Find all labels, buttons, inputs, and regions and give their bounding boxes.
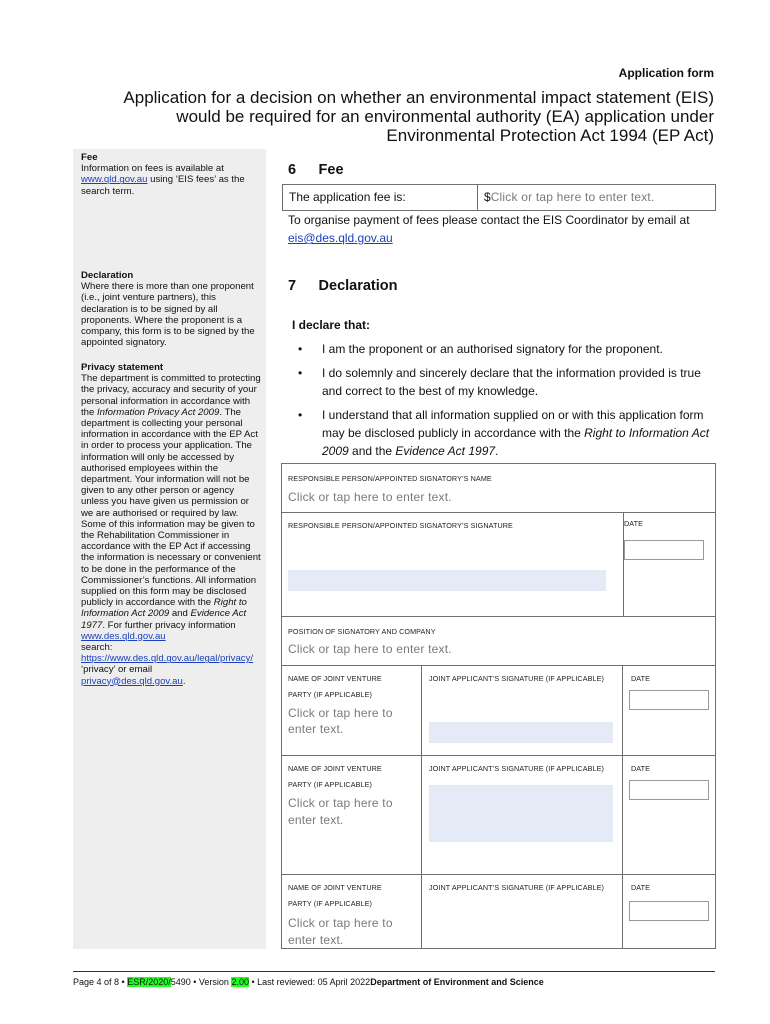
joint-name-input[interactable]: Click or tap here to — [288, 796, 393, 810]
joint-name-label: NAME OF JOINT VENTURE — [288, 883, 382, 892]
form-type-label: Application form — [618, 66, 714, 80]
privacy-text: and — [169, 608, 191, 620]
declaration-item-text: . — [495, 444, 499, 458]
privacy-text: ‘privacy’ or email — [81, 664, 153, 676]
joint-signature-field[interactable] — [429, 722, 613, 743]
eis-email-link[interactable]: eis@des.qld.gov.au — [288, 231, 393, 245]
section-7-number: 7 — [288, 278, 297, 294]
signatory-signature-cell — [281, 512, 624, 617]
payment-text: To organise payment of fees please contact the EIS Coordinator by email at — [288, 213, 690, 227]
declaration-intro: I declare that: — [292, 318, 371, 332]
joint-name-input[interactable]: Click or tap here to — [288, 916, 393, 930]
joint-name-cell — [281, 665, 422, 756]
joint-signature-label: JOINT APPLICANT’S SIGNATURE (IF APPLICABLE) — [429, 764, 604, 773]
qld-gov-link[interactable]: www.qld.gov.au — [81, 174, 148, 186]
fee-label-cell — [282, 184, 478, 211]
joint-signature-label: JOINT APPLICANT’S SIGNATURE (IF APPLICABLE) — [429, 674, 604, 683]
declaration-item — [290, 406, 716, 460]
footer-reviewed: • Last reviewed: 05 April 2022 — [248, 977, 371, 987]
footer-page: Page 4 of 8 • — [73, 977, 128, 987]
joint-name-label: NAME OF JOINT VENTURE — [288, 764, 382, 773]
joint-date-cell — [622, 874, 716, 949]
privacy-text: The department is committed to protecting the privacy, accuracy and security of your personal information in accordance with the — [81, 373, 261, 418]
footer-divider — [73, 971, 715, 972]
declaration-item — [290, 364, 716, 400]
declaration-item-text: I do solemnly and sincerely declare that the information provided is true and correct to the best of my knowledge. — [322, 366, 701, 398]
sidebar-fee-note — [81, 152, 263, 197]
sidebar-fee-text: Information on fees is available at — [81, 163, 224, 175]
footer-department: Department of Environment and Science — [370, 977, 544, 987]
privacy-email-link[interactable]: privacy@des.qld.gov.au — [81, 675, 183, 687]
page-title — [54, 88, 714, 145]
rti-act-name: Right to Information Act 2009 — [322, 426, 710, 458]
title-line-2: would be required for an environmental authority (EA) application under — [176, 107, 714, 126]
signatory-name-input[interactable]: Click or tap here to enter text. — [288, 490, 452, 504]
joint-date-label: DATE — [631, 764, 651, 773]
joint-name-input-line-2: enter text. — [288, 813, 344, 827]
signatory-name-label: RESPONSIBLE PERSON/APPOINTED SIGNATORY’S NAME — [288, 474, 492, 483]
privacy-text: . The department is collecting your personal information in accordance with the EP Act in order to process your application. The information will only be accessed by authorised employees within the department. Your information will not be given to any other person or agency unless you have given us permission or we are authorised or required by law. Some of this information may be given to the Rehabilitation Commissioner in accordance with the EP Act if accessing the information is necessary or convenient to be done in the performance of the Commissioner’s functions. All information supplied on this form may be disclosed publicly in accordance with the — [81, 406, 261, 609]
sidebar-fee-heading: Fee — [81, 152, 98, 163]
fee-amount-placeholder: Click or tap here to enter text. — [490, 190, 655, 204]
payment-instructions — [288, 211, 716, 247]
declaration-list — [290, 340, 716, 466]
joint-name-cell — [281, 874, 422, 949]
joint-name-label-2: PARTY (IF APPLICABLE) — [288, 780, 372, 789]
joint-name-input-line-2: enter text. — [288, 933, 344, 947]
footer-doc-number: 5490 • Version — [170, 977, 232, 987]
title-line-3: Environmental Protection Act 1994 (EP Act) — [386, 126, 714, 145]
privacy-text: . — [182, 675, 186, 687]
footer-version: 2.00 — [231, 977, 249, 987]
joint-signature-field[interactable] — [429, 785, 613, 842]
joint-signature-cell — [421, 874, 623, 949]
sidebar-notes — [73, 149, 266, 949]
sidebar-declaration-note — [81, 270, 263, 348]
signatory-signature-label: RESPONSIBLE PERSON/APPOINTED SIGNATORY’S SIGNATURE — [288, 521, 513, 530]
sidebar-privacy-heading: Privacy statement — [81, 362, 164, 373]
section-7-heading — [288, 277, 398, 295]
signatory-signature-field[interactable] — [288, 570, 606, 591]
joint-date-field[interactable] — [629, 901, 709, 921]
declaration-item — [290, 340, 716, 358]
joint-date-label: DATE — [631, 883, 651, 892]
sidebar-fee-text-2: using ‘EIS fees’ as the search term. — [81, 174, 245, 197]
joint-date-field[interactable] — [629, 690, 709, 710]
declaration-item-text: I understand that all information supplied on or with this application form may be disclosed publicly in accordance with the — [322, 408, 704, 440]
signatory-date-label: DATE — [624, 519, 644, 528]
privacy-page-link[interactable]: https://www.des.qld.gov.au/legal/privacy/ — [81, 653, 254, 665]
joint-name-label-2: PARTY (IF APPLICABLE) — [288, 690, 372, 699]
joint-signature-label: JOINT APPLICANT’S SIGNATURE (IF APPLICABLE) — [429, 883, 604, 892]
fee-label: The application fee is: — [289, 190, 406, 204]
signatory-date-cell — [623, 512, 716, 617]
section-6-title: Fee — [318, 162, 344, 178]
privacy-text: . For further privacy information — [102, 619, 236, 631]
sidebar-privacy-note — [81, 362, 263, 687]
footer-doc-code: ESR/2020/ — [127, 977, 171, 987]
rti-act-name: Right to Information Act 2009 — [81, 597, 247, 620]
declaration-item-text: I am the proponent or an authorised signatory for the proponent. — [322, 342, 663, 356]
joint-name-label: NAME OF JOINT VENTURE — [288, 674, 382, 683]
joint-date-cell — [622, 755, 716, 875]
fee-amount-field[interactable] — [477, 184, 716, 211]
declaration-item-text: and the — [348, 444, 396, 458]
joint-date-field[interactable] — [629, 780, 709, 800]
joint-name-input-line-2: enter text. — [288, 722, 344, 736]
evidence-act-name: Evidence Act 1997 — [395, 444, 496, 458]
section-6-heading — [288, 161, 344, 179]
sidebar-declaration-heading: Declaration — [81, 270, 134, 281]
title-line-1: Application for a decision on whether an environmental impact statement (EIS) — [123, 88, 714, 107]
joint-name-label-2: PARTY (IF APPLICABLE) — [288, 899, 372, 908]
section-7-title: Declaration — [318, 278, 398, 294]
section-6-number: 6 — [288, 162, 297, 178]
fee-currency: $ — [484, 190, 491, 204]
evidence-act-name: Evidence Act 1977 — [81, 608, 247, 631]
privacy-text: search: — [81, 642, 113, 654]
privacy-act-name: Information Privacy Act 2009 — [97, 406, 220, 418]
signatory-date-field[interactable] — [624, 540, 704, 560]
joint-date-cell — [622, 665, 716, 756]
joint-date-label: DATE — [631, 674, 651, 683]
sidebar-declaration-text: Where there is more than one proponent (i.e., joint venture partners), this declaration is to be signed by all proponents. Where the proponent is a company, this form is to be signed by the appointed signatory. — [81, 281, 255, 349]
signatory-position-label: POSITION OF SIGNATORY AND COMPANY — [288, 627, 436, 636]
joint-name-input[interactable]: Click or tap here to — [288, 706, 393, 720]
signatory-name-cell — [281, 463, 716, 513]
page-footer — [73, 977, 544, 987]
joint-signature-cell — [421, 755, 623, 875]
signatory-position-input[interactable]: Click or tap here to enter text. — [288, 642, 452, 656]
des-website-link[interactable]: www.des.qld.gov.au — [81, 630, 166, 642]
joint-signature-cell — [421, 665, 623, 756]
joint-name-cell — [281, 755, 422, 875]
signatory-position-cell — [281, 616, 716, 666]
